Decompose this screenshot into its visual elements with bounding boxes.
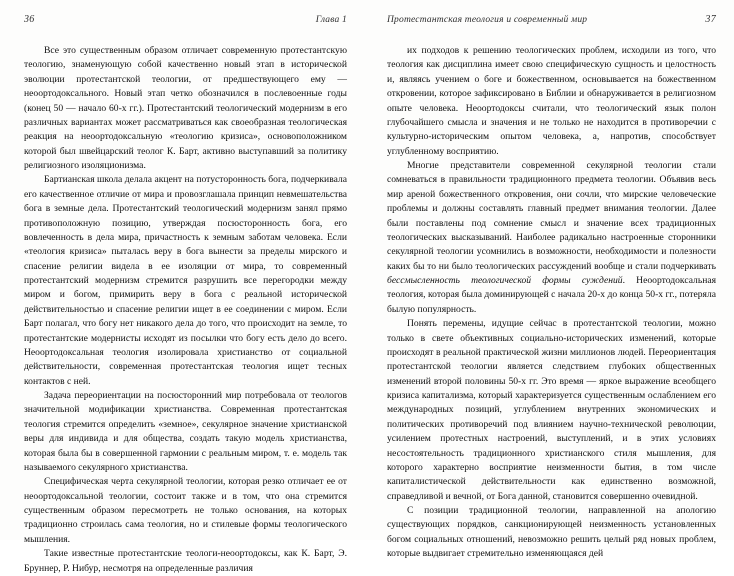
paragraph: Понять перемены, идущие сейчас в протестантской теологии, можно только в свете объективных социально-исторических изменений, которые происходят в реальной практической жизни миллионов людей. Переориентация протестантской теологии является следствием глубоких общественных изменений второй половины 50-х гг. Это время — яркое выражение всеобщего кризиса капитализма, который характеризуется существенным ослаблением его международных позиций, углублением внутренних экономических и политических противоречий под влиянием научно-технической революции, усилением протестных настроений, выступлений, и в этих условиях несостоятельность традиционного христианского стиля мышления, для которого характерно восприятие неизменности бытия, в том числе капиталистической действительности как единственно возможной, справедливой и вечной, от Бога данной, становится совершенно очевидной. xyxy=(387,318,716,502)
paragraph-with-italic xyxy=(387,159,716,317)
page-left xyxy=(0,0,367,574)
paragraph: Задача переориентации на посюсторонний мир потребовала от теологов значительной модификации христианства. Современная протестантская теология стремится определить «земное», секулярное значение христианской веры для индивида и для общества, создать такую модель христианства, которая была бы в совершенной гармонии с реальным миром, т. е. модель так называемого секулярного христианства. xyxy=(24,390,347,473)
paragraph: Специфическая черта секулярной теологии, которая резко отличает ее от неоортодоксальной теологии, состоит также и в том, что она стремится существенным образом пересмотреть не только основания, на которых традиционно строилась сама теология, но и стилевые формы теологического мышления. xyxy=(24,476,347,545)
paragraph-tail: . Неоортодоксальная теология, которая была доминирующей с начала 20-х до конца 50-х гг., потеряла былую популярность. xyxy=(387,275,716,315)
running-head-title-left: Глава 1 xyxy=(315,15,347,25)
body-column-right xyxy=(387,44,716,562)
paragraph: их подходов к решению теологических проблем, исходили из того, что теология как дисциплина имеет свою специфическую сущность и целостность и, являясь учением о боге и божественном, основывается на божественном откровении, которое зафиксировано в Библии и обнаруживается в религиозном опыте человека. Неоортодоксы считали, что теологический язык полон глубочайшего смысла и значения и не только не находится в противоречии с культурно-историческим опытом человека, а, напротив, способствует углубленному восприятию. xyxy=(387,45,716,157)
italic-emphasis: бессмысленность теологической формы суждений xyxy=(387,275,623,286)
running-head-title-right: Протестантская теология и современный мир xyxy=(387,15,588,25)
folio-left: 36 xyxy=(24,14,35,25)
paragraph: Все это существенным образом отличает современную протестантскую теологию, знаменующую собой качественно новый этап в исторической эволюции протестантской теологии, от предшествующего ему — неоортодоксального. Новый этап четко обозначился в послевоенные годы (конец 50 — начало 60-х гг.). Протестантский теологический модернизм в его различных вариантах может рассматриваться как своеобразная теологическая реакция на неоортодоксальную «теологию кризиса», основоположником которой был швейцарский теолог К. Барт, активно выступавший за политику религиозного изоляционизма. xyxy=(24,45,347,171)
paragraph: С позиции традиционной теологии, направленной на апологию существующих порядков, санкционирующей неизменность установленных богом социальных отношений, невозможно решить целый ряд новых проблем, которые выдвигает стремительно изменяющаяся дей xyxy=(387,505,716,560)
paragraph: Бартианская школа делала акцент на потусторонность бога, подчеркивала его качественное отличие от мира и провозглашала принцип невмешательства бога в земные дела. Протестантский теологический модернизм занял прямо противоположную позицию, утверждая посюсторонность бога, его вовлеченность в дела мира, причастность к земным заботам человека. Если «теология кризиса» пыталась веру в бога вынести за пределы мирского и спасение религии видела в ее изоляции от мира, то современный протестантский модернизм стремится разрушить все перегородки между миром и богом, примирить веру в бога с реальной исторической действительностью и спасение религии ищет в ее соединении с миром. Если Барт полагал, что богу нет никакого дела до того, что происходит на земле, то протестантские модернисты исходят из посылки что богу есть дело до всего. Неоортодоксальная теология изолировала христианство от социальной действительности, современная протестантская теология ищет тесных контактов с ней. xyxy=(24,174,347,387)
page-right xyxy=(367,0,734,560)
body-column-left xyxy=(24,44,347,576)
running-head-left xyxy=(24,14,347,28)
paragraph: Такие известные протестантские теологи-неоортодоксы, как К. Барт, Э. Бруннер, Р. Нибур, несмотря на определенные различия xyxy=(24,548,347,574)
folio-right: 37 xyxy=(705,14,716,25)
running-head-right xyxy=(387,14,716,28)
paragraph-lead: Многие представители современной секулярной теологии стали сомневаться в правильности традиционного предмета теологии. Объявив весь мир ареной божественного откровения, они сочли, что мирские человеческие проблемы и должны составлять главный предмет внимания теологии. Далее были поставлены под сомнение смысл и значение всех традиционных теологических высказываний. Наиболее радикально настроенные сторонники секулярной теологии усомнились в возможности, необходимости и полезности каких бы то ни было теологических рассуждений вообще и стали подчеркивать xyxy=(387,160,716,272)
